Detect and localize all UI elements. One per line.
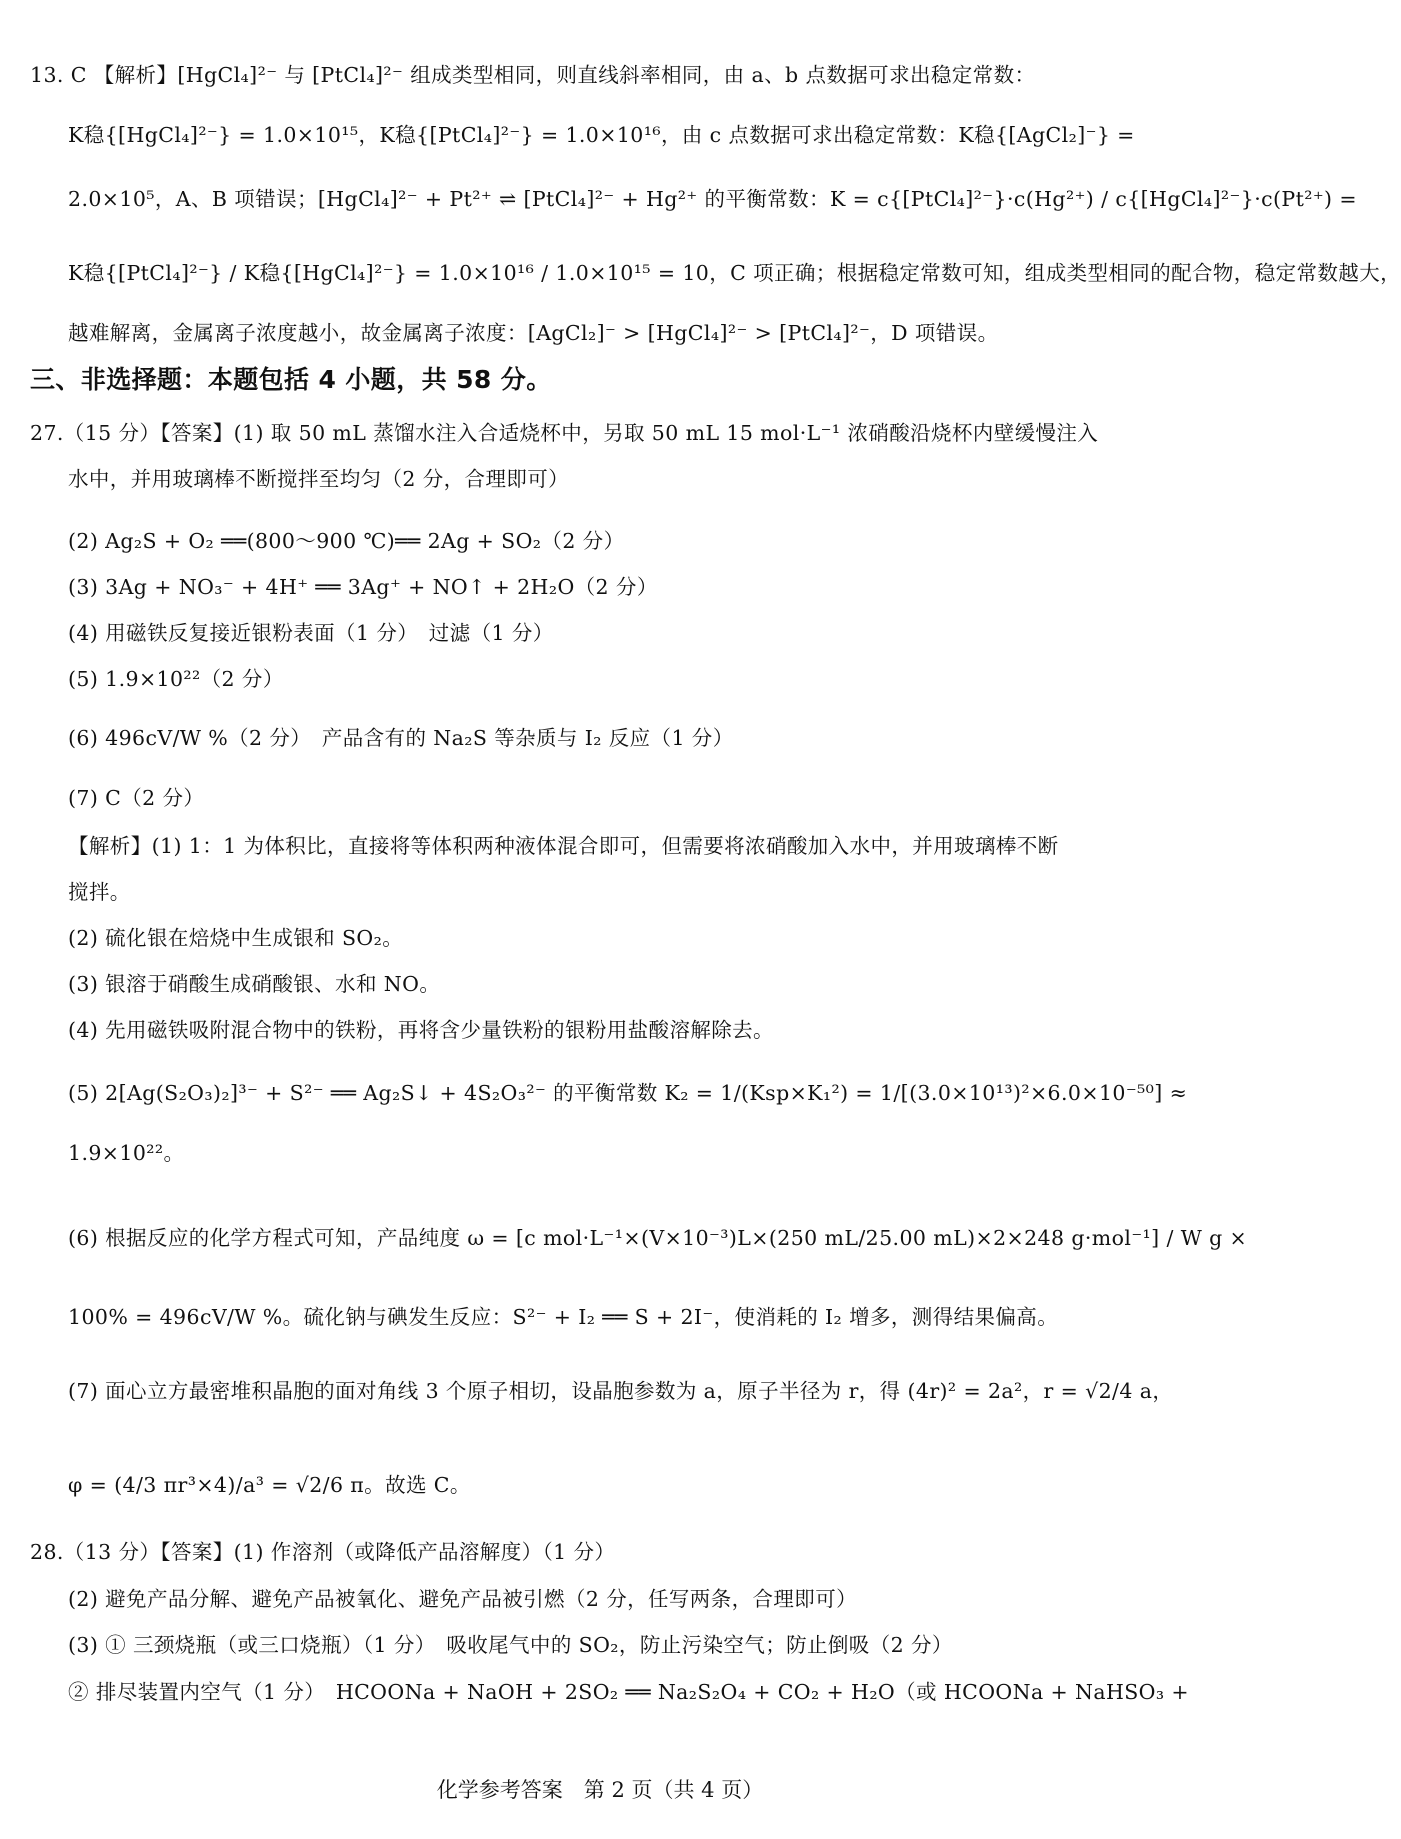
text-line: K稳{[HgCl₄]²⁻} = 1.0×10¹⁵，K稳{[PtCl₄]²⁻} = 1.0×10¹⁶，由 c 点数据可求出稳定常数：K稳{[AgCl₂]⁻} = xyxy=(68,123,1135,147)
text-line: 越难解离，金属离子浓度越小，故金属离子浓度：[AgCl₂]⁻ > [HgCl₄]²⁻ > [PtCl₄]²⁻，D 项错误。 xyxy=(68,321,999,345)
text-line: 搅拌。 xyxy=(68,880,131,904)
text-line: (6) 496cV/W %（2 分） 产品含有的 Na₂S 等杂质与 I₂ 反应（1 分） xyxy=(68,726,734,750)
equation: φ = (4/3 πr³×4)/a³ = √2/6 π。故选 C。 xyxy=(68,1473,471,1497)
page-footer: 化学参考答案 第 2 页（共 4 页） xyxy=(436,1778,764,1802)
text-line: 28.（13 分）【答案】(1) 作溶剂（或降低产品溶解度）（1 分） xyxy=(30,1540,616,1564)
section-heading: 三、非选择题：本题包括 4 小题，共 58 分。 xyxy=(30,365,552,394)
text-line: 【解析】(1) 1：1 为体积比，直接将等体积两种液体混合即可，但需要将浓硝酸加入水中，并用玻璃棒不断 xyxy=(68,834,1059,858)
text-line: 100% = 496cV/W %。硫化钠与碘发生反应：S²⁻ + I₂ ══ S + 2I⁻，使消耗的 I₂ 增多，测得结果偏高。 xyxy=(68,1305,1059,1329)
text-line: 27.（15 分）【答案】(1) 取 50 mL 蒸馏水注入合适烧杯中，另取 50 mL 15 mol·L⁻¹ 浓硝酸沿烧杯内壁缓慢注入 xyxy=(30,421,1099,445)
text-line: 2.0×10⁵，A、B 项错误；[HgCl₄]²⁻ + Pt²⁺ ⇌ [PtCl₄]²⁻ + Hg²⁺ 的平衡常数：K = c{[PtCl₄]²⁻}·c(Hg²⁺) / c{[HgCl₄]²⁻}·c(Pt²⁺) = xyxy=(68,187,1357,211)
text-line: (5) 1.9×10²²（2 分） xyxy=(68,667,284,691)
equation: (6) 根据反应的化学方程式可知，产品纯度 ω = [c mol·L⁻¹×(V×10⁻³)L×(250 mL/25.00 mL)×2×248 g·mol⁻¹] / W g × xyxy=(68,1226,1248,1250)
text-line: (7) 面心立方最密堆积晶胞的面对角线 3 个原子相切，设晶胞参数为 a，原子半径为 r，得 (4r)² = 2a²，r = √2/4 a， xyxy=(68,1379,1174,1403)
text-line: K稳{[PtCl₄]²⁻} / K稳{[HgCl₄]²⁻} = 1.0×10¹⁶ / 1.0×10¹⁵ = 10，C 项正确；根据稳定常数可知，组成类型相同的配合物，稳定常数越大， xyxy=(68,261,1401,285)
text-line: (3) 银溶于硝酸生成硝酸银、水和 NO。 xyxy=(68,972,441,996)
text-line: 1.9×10²²。 xyxy=(68,1141,185,1165)
text-line: 13. C 【解析】[HgCl₄]²⁻ 与 [PtCl₄]²⁻ 组成类型相同，则直线斜率相同，由 a、b 点数据可求出稳定常数： xyxy=(30,63,1036,87)
text-line: (7) C（2 分） xyxy=(68,786,205,810)
text-line: 水中，并用玻璃棒不断搅拌至均匀（2 分，合理即可） xyxy=(68,467,570,491)
text-line: (3) ① 三颈烧瓶（或三口烧瓶）（1 分） 吸收尾气中的 SO₂，防止污染空气；防止倒吸（2 分） xyxy=(68,1633,953,1657)
equation: (2) Ag₂S + O₂ ══(800～900 ℃)══ 2Ag + SO₂（2 分） xyxy=(68,529,625,553)
equation: (5) 2[Ag(S₂O₃)₂]³⁻ + S²⁻ ══ Ag₂S↓ + 4S₂O₃²⁻ 的平衡常数 K₂ = 1/(Ksp×K₁²) = 1/[(3.0×10¹³)²×6.0×10⁻⁵⁰] ≈ xyxy=(68,1081,1188,1105)
text-line: (4) 用磁铁反复接近银粉表面（1 分） 过滤（1 分） xyxy=(68,621,554,645)
text-line: ② 排尽装置内空气（1 分） HCOONa + NaOH + 2SO₂ ══ Na₂S₂O₄ + CO₂ + H₂O（或 HCOONa + NaHSO₃ + xyxy=(68,1680,1190,1704)
text-line: (2) 硫化银在焙烧中生成银和 SO₂。 xyxy=(68,926,404,950)
equation: (3) 3Ag + NO₃⁻ + 4H⁺ ══ 3Ag⁺ + NO↑ + 2H₂O（2 分） xyxy=(68,575,658,599)
text-line: (4) 先用磁铁吸附混合物中的铁粉，再将含少量铁粉的银粉用盐酸溶解除去。 xyxy=(68,1018,774,1042)
text-line: (2) 避免产品分解、避免产品被氧化、避免产品被引燃（2 分，任写两条，合理即可） xyxy=(68,1587,858,1611)
